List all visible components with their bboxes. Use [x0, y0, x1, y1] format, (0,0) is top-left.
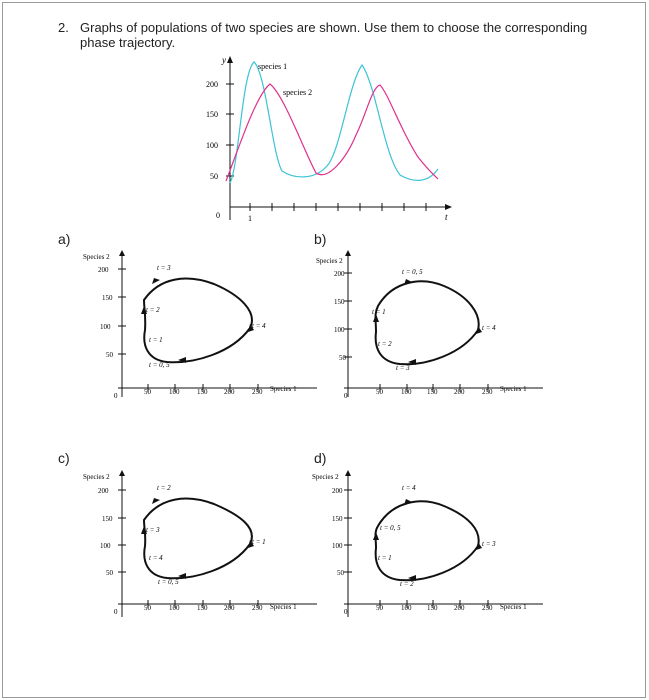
phase-plot-b-point-label: t = 3	[396, 364, 410, 372]
phase-plot-d-ytick: 50	[337, 569, 344, 577]
phase-plot-c-point-label: t = 3	[146, 526, 160, 534]
phase-plot-c-ylabel: Species 2	[83, 473, 110, 481]
phase-plot-d-xtick: 100	[401, 604, 412, 612]
phase-plot-b-point-label: t = 4	[482, 324, 496, 332]
phase-plot-a-xlabel: Species 1	[270, 385, 297, 393]
phase-plot-a-point-label: t = 2	[146, 306, 160, 314]
population-chart-x-tick: 1	[248, 214, 252, 223]
phase-plot-d-point-label: t = 0, 5	[380, 524, 401, 532]
phase-plot-a-point-label: t = 1	[149, 336, 163, 344]
population-chart-y-tick-200: 200	[206, 80, 218, 89]
population-chart-x-arrow	[445, 204, 452, 210]
phase-plot-a-point-label: t = 4	[252, 322, 266, 330]
phase-plot-b	[308, 250, 543, 400]
phase-plot-b-ytick: 200	[334, 270, 345, 278]
phase-plot-b-ytick: 100	[334, 326, 345, 334]
phase-plot-a-ylabel: Species 2	[83, 253, 110, 261]
phase-plot-b-xtick: 100	[401, 388, 412, 396]
phase-plot-c-ytick: 50	[106, 569, 113, 577]
species-1-label: species 1	[258, 62, 288, 71]
phase-plot-a-xtick: 50	[144, 388, 151, 396]
phase-plot-d-point-label: t = 3	[482, 540, 496, 548]
phase-plot-d-xlabel: Species 1	[500, 603, 527, 611]
phase-plot-b-point-label: t = 2	[378, 340, 392, 348]
phase-plot-b-ylabel: Species 2	[316, 257, 343, 265]
option-a-letter: a)	[58, 231, 71, 247]
phase-plot-c-ytick: 100	[100, 542, 111, 550]
phase-plot-d-xtick: 250	[482, 604, 493, 612]
phase-plot-b-ytick: 150	[334, 298, 345, 306]
phase-plot-a	[82, 250, 317, 400]
phase-plot-d-ylabel: Species 2	[312, 473, 339, 481]
phase-plot-b-ytick: 50	[339, 354, 346, 362]
option-d-letter: d)	[314, 450, 327, 466]
phase-plot-c-xtick: 100	[169, 604, 180, 612]
species-2-label: species 2	[283, 88, 313, 97]
phase-plot-b-xtick: 200	[454, 388, 465, 396]
species-2-curve	[226, 84, 438, 181]
phase-trajectory-b	[376, 281, 479, 364]
phase-plot-a-xtick: 250	[252, 388, 263, 396]
phase-plot-d-origin: 0	[344, 608, 348, 616]
phase-plot-a-ytick: 100	[100, 323, 111, 331]
phase-plot-a-point-label: t = 0, 5	[149, 361, 170, 369]
phase-plot-d-point-label: t = 2	[400, 580, 414, 588]
question-number: 2.	[58, 20, 69, 35]
population-chart-origin: 0	[216, 211, 220, 220]
phase-plot-a-point-label: t = 3	[157, 264, 171, 272]
phase-plot-c-point-label: t = 4	[149, 554, 163, 562]
phase-plot-d-xtick: 150	[427, 604, 438, 612]
phase-plot-a-origin: 0	[114, 392, 118, 400]
phase-plot-a-xtick: 200	[224, 388, 235, 396]
phase-plot-d-ytick: 100	[332, 542, 343, 550]
phase-plot-d-xtick: 50	[376, 604, 383, 612]
phase-plot-c-point-label: t = 2	[157, 484, 171, 492]
phase-plot-b-point-label: t = 1	[372, 308, 386, 316]
population-chart-x-label: t	[445, 212, 448, 222]
population-chart-y-tick-100: 100	[206, 141, 218, 150]
question-text: Graphs of populations of two species are shown. Use them to choose the corresponding phase trajectory.	[80, 20, 588, 50]
population-chart-y-tick-50: 50	[210, 172, 218, 181]
phase-trajectory-d	[376, 501, 479, 580]
phase-plot-c-ytick: 200	[98, 487, 109, 495]
phase-plot-c-origin: 0	[114, 608, 118, 616]
phase-plot-d-point-label: t = 1	[378, 554, 392, 562]
phase-plot-c	[82, 470, 317, 620]
phase-plot-d-point-label: t = 4	[402, 484, 416, 492]
phase-plot-b-xlabel: Species 1	[500, 385, 527, 393]
phase-plot-c-ytick: 150	[102, 515, 113, 523]
phase-plot-d-xtick: 200	[454, 604, 465, 612]
phase-plot-d-ytick: 200	[332, 487, 343, 495]
phase-plot-c-xtick: 250	[252, 604, 263, 612]
phase-plot-c-point-label: t = 1	[252, 538, 266, 546]
option-b-letter: b)	[314, 231, 327, 247]
phase-plot-d-ytick: 150	[332, 515, 343, 523]
phase-plot-c-xtick: 50	[144, 604, 151, 612]
phase-plot-a-xtick: 100	[169, 388, 180, 396]
option-c-letter: c)	[58, 450, 70, 466]
phase-plot-b-xtick: 250	[482, 388, 493, 396]
phase-plot-a-xtick: 150	[197, 388, 208, 396]
phase-plot-a-ytick: 50	[106, 351, 113, 359]
phase-trajectory-a	[144, 279, 252, 363]
phase-trajectory-c	[144, 499, 252, 579]
species-1-curve	[230, 62, 438, 183]
population-chart-y-tick-150: 150	[206, 110, 218, 119]
phase-plot-a-ytick: 200	[98, 266, 109, 274]
phase-plot-c-xtick: 150	[197, 604, 208, 612]
phase-plot-d	[308, 470, 543, 620]
population-chart	[190, 55, 460, 230]
phase-plot-b-xtick: 50	[376, 388, 383, 396]
phase-plot-c-xlabel: Species 1	[270, 603, 297, 611]
population-chart-y-label: y	[222, 55, 226, 65]
phase-plot-b-xtick: 150	[427, 388, 438, 396]
phase-plot-b-origin: 0	[344, 392, 348, 400]
phase-plot-c-point-label: t = 0, 5	[158, 578, 179, 586]
phase-plot-c-xtick: 200	[224, 604, 235, 612]
population-chart-y-arrow	[227, 56, 233, 63]
phase-plot-b-point-label: t = 0, 5	[402, 268, 423, 276]
phase-plot-a-ytick: 150	[102, 294, 113, 302]
